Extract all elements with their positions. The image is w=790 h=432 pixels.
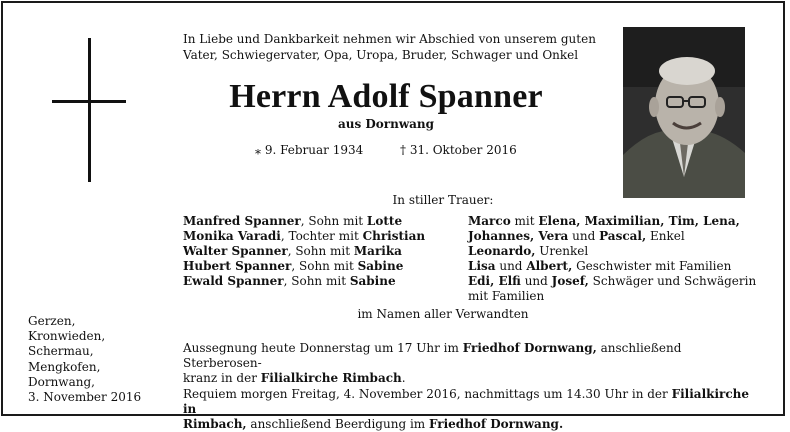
mourner-line — [183, 229, 463, 244]
mourner-name: Johannes, Vera — [468, 229, 569, 243]
mourner-name: Edi, Elfi — [468, 274, 521, 288]
mourner-line — [183, 214, 463, 229]
service-text: kranz in der — [183, 371, 261, 386]
mourner-relation: Enkel — [646, 229, 685, 243]
mourner-name: Albert, — [526, 259, 573, 273]
mourners-left — [183, 214, 463, 289]
service-text: Aussegnung heute Donnerstag um 17 Uhr im — [183, 341, 463, 355]
service-text: . — [401, 371, 406, 386]
mourner-line — [468, 214, 758, 229]
mourner-relation: , Sohn mit — [283, 274, 350, 288]
mourner-relation: , Tochter mit — [280, 229, 363, 243]
mourner-name: Lisa — [468, 259, 496, 273]
service-place: Friedhof Dornwang. — [428, 417, 564, 432]
mourner-line — [468, 259, 758, 274]
mourner-line — [468, 244, 758, 259]
death-date: † 31. Oktober 2016 — [400, 143, 517, 157]
service-line — [183, 387, 753, 417]
mourner-relation: mit — [510, 214, 539, 228]
service-place: Rimbach, — [183, 417, 247, 432]
mourner-name: Manfred Spanner — [183, 214, 301, 228]
mourner-name: Monika Varadi — [183, 229, 281, 243]
mourner-line — [183, 274, 463, 289]
intro-text — [183, 31, 613, 63]
service-line — [183, 341, 753, 371]
mourner-name: Sabine — [349, 274, 396, 288]
mourners-right — [468, 214, 758, 304]
mourner-name: Pascal, — [599, 229, 647, 243]
mourner-name: Elena, Maximilian, Tim, Lena, — [538, 214, 740, 228]
service-text: anschließend Beerdigung im — [246, 417, 429, 432]
mourner-name: Hubert Spanner — [183, 259, 292, 273]
places-and-date — [28, 314, 141, 405]
service-line — [183, 417, 753, 432]
service-text: anschließend Sterberosen- — [183, 341, 682, 371]
mourner-relation: mit Familien — [468, 289, 545, 303]
intro-line: In Liebe und Dankbarkeit nehmen wir Abschied von unserem guten — [183, 32, 596, 46]
mourner-relation: und — [568, 229, 600, 243]
mourner-name: Lotte — [366, 214, 403, 228]
place-line: Schermau, — [28, 344, 94, 359]
mourner-name: Christian — [362, 229, 426, 243]
mourner-name: Walter Spanner — [183, 244, 288, 258]
mourner-name: Marika — [353, 244, 402, 258]
portrait-photo — [623, 27, 745, 198]
mourner-name: Josef, — [551, 274, 589, 288]
mourner-name: Ewald Spanner — [183, 274, 284, 288]
service-place: Filialkirche Rimbach — [260, 371, 402, 386]
mourner-line — [468, 229, 758, 244]
cross-icon-bar — [52, 100, 126, 103]
mourner-line — [468, 289, 758, 304]
mourner-line — [183, 244, 463, 259]
intro-line: Vater, Schwiegervater, Opa, Uropa, Bruder, Schwager und Onkel — [183, 48, 579, 62]
origin: aus Dornwang — [337, 117, 435, 131]
place-line: Mengkofen, — [28, 359, 101, 374]
mourner-relation: Geschwister mit Familien — [572, 259, 732, 273]
deceased-name: Herrn Adolf Spanner — [229, 78, 543, 115]
mourner-relation: und — [495, 259, 527, 273]
birth-date: ⁎ 9. Februar 1934 — [255, 143, 364, 157]
mourner-line — [183, 259, 463, 274]
mourner-relation: , Sohn mit — [291, 259, 358, 273]
mourning-heading: In stiller Trauer: — [392, 193, 494, 207]
cross-icon — [88, 38, 91, 182]
service-place: Filialkirche in — [183, 386, 749, 416]
mourner-relation: und — [520, 274, 552, 288]
relatives-line: im Namen aller Verwandten — [357, 307, 529, 321]
mourner-name: Marco — [468, 214, 511, 228]
mourner-name: Sabine — [357, 259, 404, 273]
service-place: Friedhof Dornwang, — [462, 341, 597, 355]
mourner-name: Leonardo, — [468, 244, 536, 258]
place-line: Gerzen, — [28, 314, 76, 328]
service-text: Requiem morgen Freitag, 4. November 2016, nachmittags um 14.30 Uhr in der — [183, 386, 672, 401]
mourner-relation: , Sohn mit — [300, 214, 367, 228]
mourner-relation: Urenkel — [535, 244, 589, 258]
portrait-image — [623, 27, 745, 198]
place-line: 3. November 2016 — [28, 390, 142, 405]
mourner-relation: , Sohn mit — [287, 244, 354, 258]
place-line: Kronwieden, — [28, 329, 106, 344]
service-info — [183, 341, 753, 432]
mourner-line — [468, 274, 758, 289]
service-line — [183, 371, 753, 386]
mourner-relation: Schwäger und Schwägerin — [588, 274, 757, 288]
place-line: Dornwang, — [28, 374, 95, 389]
